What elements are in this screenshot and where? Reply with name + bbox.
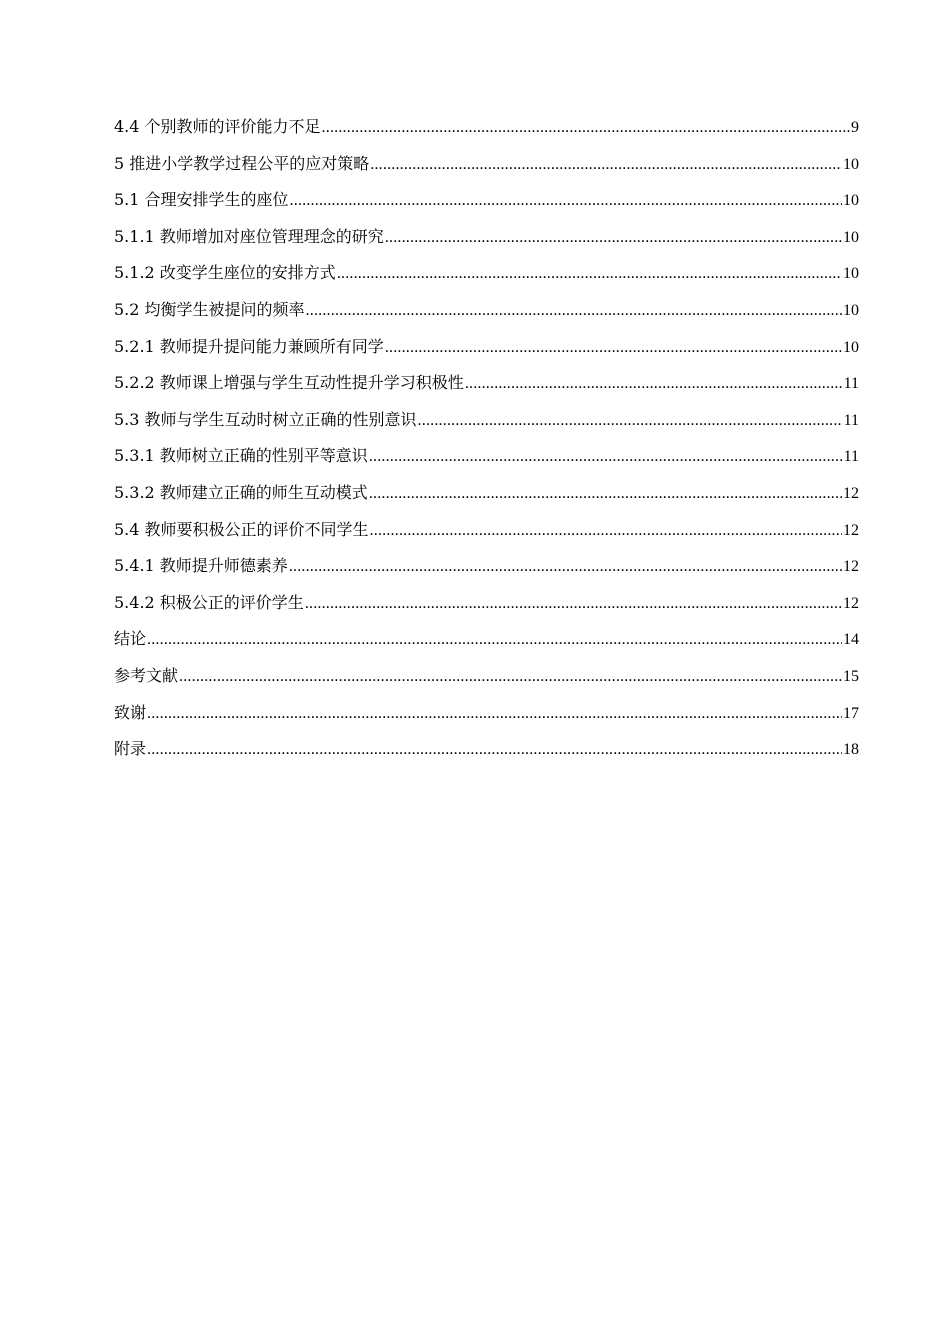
toc-entry-page: 10 bbox=[843, 301, 859, 319]
toc-entry[interactable] bbox=[114, 259, 859, 296]
toc-dot-leader bbox=[337, 260, 842, 288]
toc-entry-title: 附录 bbox=[114, 739, 147, 759]
toc-dot-leader bbox=[369, 480, 842, 508]
toc-entry-title: 4.4 个别教师的评价能力不足 bbox=[114, 117, 321, 136]
toc-entry-title: 致谢 bbox=[114, 702, 147, 722]
toc-dot-leader bbox=[370, 517, 842, 545]
toc-entry-title: 5.4.1 教师提升师德素养 bbox=[114, 556, 288, 576]
toc-dot-leader bbox=[322, 114, 850, 142]
toc-entry[interactable] bbox=[114, 369, 859, 406]
toc-entry-title: 5.1.1 教师增加对座位管理理念的研究 bbox=[114, 226, 384, 246]
toc-entry[interactable] bbox=[114, 333, 859, 370]
toc-entry-page: 14 bbox=[843, 631, 859, 649]
toc-entry-title: 5.3 教师与学生互动时树立正确的性别意识 bbox=[114, 409, 417, 429]
toc-entry-title: 5.1.2 改变学生座位的安排方式 bbox=[114, 263, 336, 283]
toc-dot-leader bbox=[179, 663, 842, 691]
toc-dot-leader bbox=[147, 700, 842, 728]
toc-dot-leader bbox=[290, 187, 842, 215]
toc-entry[interactable] bbox=[114, 625, 859, 662]
toc-entry-title: 5.2.2 教师课上增强与学生互动性提升学习积极性 bbox=[114, 373, 464, 393]
toc-entry-title: 5.2.1 教师提升提问能力兼顾所有同学 bbox=[114, 336, 384, 356]
toc-entry-title: 5.3.2 教师建立正确的师生互动模式 bbox=[114, 482, 368, 502]
toc-entry-page: 15 bbox=[843, 667, 859, 685]
toc-entry[interactable] bbox=[114, 552, 859, 589]
toc-entry[interactable] bbox=[114, 406, 859, 443]
toc-dot-leader bbox=[385, 224, 842, 252]
toc-entry-page: 10 bbox=[843, 155, 859, 173]
toc-entry-page: 10 bbox=[843, 265, 859, 283]
toc-entry-title: 结论 bbox=[114, 629, 147, 649]
toc-entry-page: 11 bbox=[843, 411, 859, 429]
toc-dot-leader bbox=[370, 151, 842, 179]
toc-entry[interactable] bbox=[114, 113, 859, 150]
toc-dot-leader bbox=[418, 407, 843, 435]
toc-entry[interactable] bbox=[114, 296, 859, 333]
toc-dot-leader bbox=[369, 443, 843, 471]
toc-entry-page: 18 bbox=[843, 741, 859, 759]
toc-entry-title: 参考文献 bbox=[114, 665, 179, 685]
toc-entry-title: 5.4.2 积极公正的评价学生 bbox=[114, 592, 304, 612]
toc-dot-leader bbox=[147, 626, 842, 654]
toc-entry-page: 10 bbox=[843, 192, 859, 210]
toc-entry-title: 5.1 合理安排学生的座位 bbox=[114, 190, 289, 210]
toc-entry[interactable] bbox=[114, 223, 859, 260]
toc-entry[interactable] bbox=[114, 516, 859, 553]
toc-dot-leader bbox=[289, 553, 842, 581]
toc-dot-leader bbox=[306, 297, 842, 325]
toc-entry[interactable] bbox=[114, 186, 859, 223]
toc-entry-title: 5.2 均衡学生被提问的频率 bbox=[114, 299, 305, 319]
toc-entry-page: 17 bbox=[843, 704, 859, 722]
toc-entry-page: 12 bbox=[843, 521, 859, 539]
toc-entry-page: 9 bbox=[851, 119, 859, 136]
toc-entry[interactable] bbox=[114, 479, 859, 516]
toc-entry-page: 10 bbox=[843, 338, 859, 356]
toc-entry-page: 10 bbox=[843, 228, 859, 246]
toc-dot-leader bbox=[385, 334, 842, 362]
toc-entry[interactable] bbox=[114, 589, 859, 626]
toc-entry[interactable] bbox=[114, 699, 859, 736]
toc-entry-title: 5.3.1 教师树立正确的性别平等意识 bbox=[114, 446, 368, 466]
toc-dot-leader bbox=[305, 590, 842, 618]
toc-entry-page: 11 bbox=[843, 448, 859, 466]
toc-entry[interactable] bbox=[114, 662, 859, 699]
toc-entry-page: 12 bbox=[843, 594, 859, 612]
toc-entry[interactable] bbox=[114, 442, 859, 479]
toc-entry-page: 11 bbox=[843, 375, 859, 393]
toc-dot-leader bbox=[147, 736, 842, 764]
toc-entry[interactable] bbox=[114, 150, 859, 187]
toc-entry-page: 12 bbox=[843, 484, 859, 502]
toc-dot-leader bbox=[465, 370, 843, 398]
table-of-contents bbox=[114, 113, 859, 772]
toc-entry-title: 5 推进小学教学过程公平的应对策略 bbox=[114, 153, 370, 173]
toc-entry[interactable] bbox=[114, 735, 859, 772]
toc-entry-page: 12 bbox=[843, 558, 859, 576]
toc-entry-title: 5.4 教师要积极公正的评价不同学生 bbox=[114, 519, 369, 539]
